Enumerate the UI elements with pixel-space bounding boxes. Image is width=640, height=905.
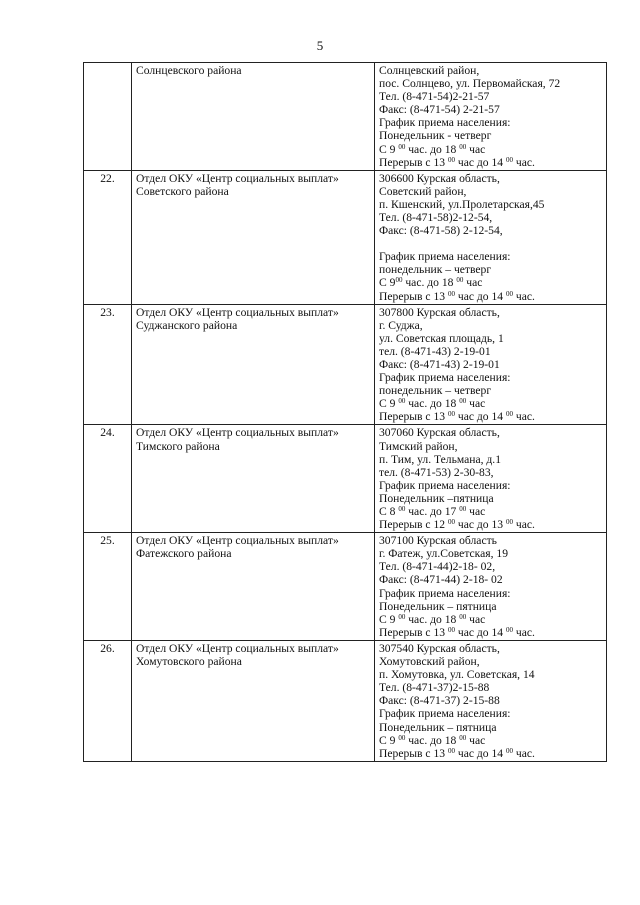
table-row [84,640,607,761]
contact-line: пос. Солнцево, ул. Первомайская, 72 [379,77,561,91]
contact-line: тел. (8-471-53) 2-30-83, [379,465,494,479]
row-number: 26. [84,640,132,761]
contact-line: С 9 $^{00}$ час. до 18 $^{00}$ час [379,397,486,411]
page-number: 5 [316,38,324,53]
contact-line: Советский район, [379,184,467,198]
contact-line: понедельник – четверг [379,384,492,398]
contact-line: Понедельник – пятница [379,720,497,734]
contact-line: Факс: (8-471-43) 2-19-01 [379,357,500,371]
contact-line: Тел. (8-471-58)2-12-54, [379,211,493,225]
table-row [84,533,607,641]
offices-table-body [84,63,607,762]
office-name: Отдел ОКУ «Центр социальных выплат» Фатежского района [132,533,375,641]
row-number: 24. [84,425,132,533]
contact-line: График приема населения: [379,586,511,600]
office-contact-info [375,640,607,761]
contact-line: Тел. (8-471-37)2-15-88 [379,681,490,695]
contact-line: Тел. (8-471-54)2-21-57 [379,90,490,104]
table-row [84,425,607,533]
contact-line: 307060 Курская область, [379,426,500,440]
table-row [84,170,607,304]
contact-line: 307800 Курская область, [379,305,500,319]
contact-line: понедельник – четверг [379,263,492,277]
contact-line: Хомутовский район, [379,655,480,669]
contact-line: Перерыв с 13 $^{00}$ час до 14 $^{00}$ час. [379,155,535,169]
contact-line: 307100 Курская область [379,534,497,548]
contact-line: С 9 $^{00}$ час. до 18 $^{00}$ час [379,142,486,156]
contact-line: п. Хомутовка, ул. Советская, 14 [379,668,535,682]
office-contact-info [375,304,607,425]
contact-line: 307540 Курская область, [379,641,500,655]
row-number [84,63,132,171]
contact-line: График приема населения: [379,707,511,721]
contact-line: п. Тим, ул. Тельмана, д.1 [379,452,502,466]
contact-line: Перерыв с 13 $^{00}$ час до 14 $^{00}$ час. [379,410,535,424]
contact-line: ул. Советская площадь, 1 [379,331,504,345]
contact-line [379,237,602,250]
contact-line: График приема населения: [379,250,511,264]
office-name: Отдел ОКУ «Центр социальных выплат» Тимского района [132,425,375,533]
contact-line: С 9 $^{00}$ час. до 18 $^{00}$ час [379,733,486,747]
contact-line: 306600 Курская область, [379,171,500,185]
contact-line: п. Кшенский, ул.Пролетарская,45 [379,197,545,211]
contact-line: Перерыв с 12 $^{00}$ час до 13 $^{00}$ час. [379,518,535,532]
contact-line: Факс: (8-471-54) 2-21-57 [379,103,500,117]
contact-line: С $9^{00}$ час. до 18 $^{00}$ час [379,276,483,290]
contact-line: г. Суджа, [379,318,423,332]
contact-line: Понедельник - четверг [379,129,492,143]
contact-line: График приема населения: [379,371,511,385]
contact-line: г. Фатеж, ул.Советская, 19 [379,547,509,561]
office-contact-info [375,170,607,304]
row-number: 22. [84,170,132,304]
contact-line: Понедельник –пятница [379,491,494,505]
contact-line: тел. (8-471-43) 2-19-01 [379,344,491,358]
contact-line: Факс: (8-471-44) 2-18- 02 [379,573,503,587]
contact-line: График приема населения: [379,478,511,492]
offices-table [83,62,607,762]
contact-line: Солнцевский район, [379,64,480,77]
office-contact-info [375,425,607,533]
table-row [84,63,607,171]
contact-line: С 9 $^{00}$ час. до 18 $^{00}$ час [379,612,486,626]
contact-line: Перерыв с 13 $^{00}$ час до 14 $^{00}$ час. [379,746,535,760]
contact-line: Понедельник – пятница [379,599,497,613]
contact-line: Перерыв с 13 $^{00}$ час до 14 $^{00}$ час. [379,625,535,639]
contact-line: График приема населения: [379,116,511,130]
contact-line: Факс: (8-471-37) 2-15-88 [379,694,500,708]
table-row [84,304,607,425]
office-name: Отдел ОКУ «Центр социальных выплат» Хомутовского района [132,640,375,761]
office-name: Солнцевского района [132,63,375,171]
contact-line: Тимский район, [379,439,458,453]
contact-line: С 8 $^{00}$ час. до 17 $^{00}$ час [379,505,486,518]
row-number: 25. [84,533,132,641]
office-contact-info [375,533,607,641]
office-contact-info [375,63,607,171]
contact-line: Перерыв с 13 $^{00}$ час до 14 $^{00}$ час. [379,289,535,303]
row-number: 23. [84,304,132,425]
office-name: Отдел ОКУ «Центр социальных выплат» Суджанского района [132,304,375,425]
contact-line: Тел. (8-471-44)2-18- 02, [379,560,496,574]
office-name: Отдел ОКУ «Центр социальных выплат» Советского района [132,170,375,304]
contact-line: Факс: (8-471-58) 2-12-54, [379,224,503,238]
